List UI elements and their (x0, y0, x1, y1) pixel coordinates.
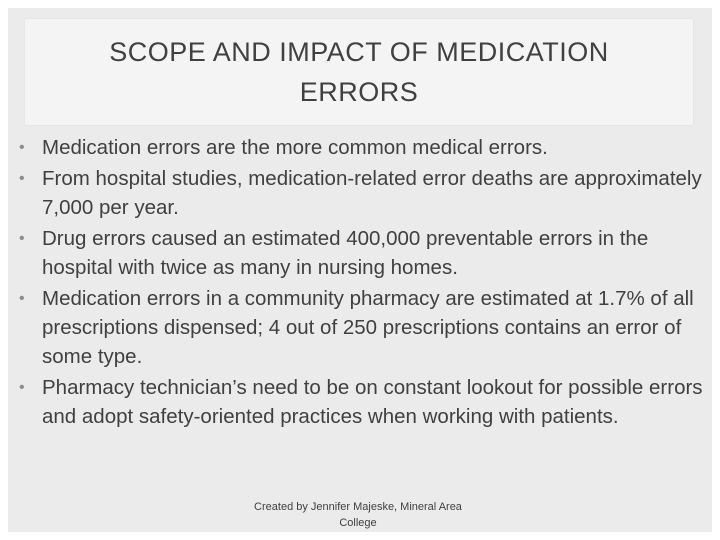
bullet-dot-icon: • (19, 139, 25, 156)
slide-footer: Created by Jennifer Majeske, Mineral Area College (254, 501, 462, 529)
bullet-dot-icon: • (19, 230, 25, 247)
bullet-item-4 (16, 284, 706, 371)
slide (8, 8, 712, 532)
bullet-item-2 (16, 164, 706, 222)
bullet-dot-icon: • (19, 379, 25, 396)
bullet-item-5 (16, 373, 706, 431)
bullet-text-5: Pharmacy technician’s need to be on constant lookout for possible errors and adopt safety-oriented practices when working with patients. (42, 376, 703, 428)
bullet-dot-icon: • (19, 290, 25, 307)
bullet-text-1: Medication errors are the more common medical errors. (42, 136, 548, 159)
bullet-dot-icon: • (19, 170, 25, 187)
title-box (24, 18, 694, 126)
bullet-item-1 (16, 133, 706, 162)
bullet-item-3 (16, 224, 706, 282)
bullet-list (16, 133, 706, 433)
slide-title: SCOPE AND IMPACT OF MEDICATION ERRORS (109, 37, 609, 107)
bullet-text-4: Medication errors in a community pharmacy are estimated at 1.7% of all prescriptions dispensed; 4 out of 250 prescriptions contains an error of some type. (42, 287, 694, 368)
bullet-text-2: From hospital studies, medication-related error deaths are approximately 7,000 per year. (42, 167, 702, 219)
bullet-text-3: Drug errors caused an estimated 400,000 preventable errors in the hospital with twice as many in nursing homes. (42, 227, 649, 279)
